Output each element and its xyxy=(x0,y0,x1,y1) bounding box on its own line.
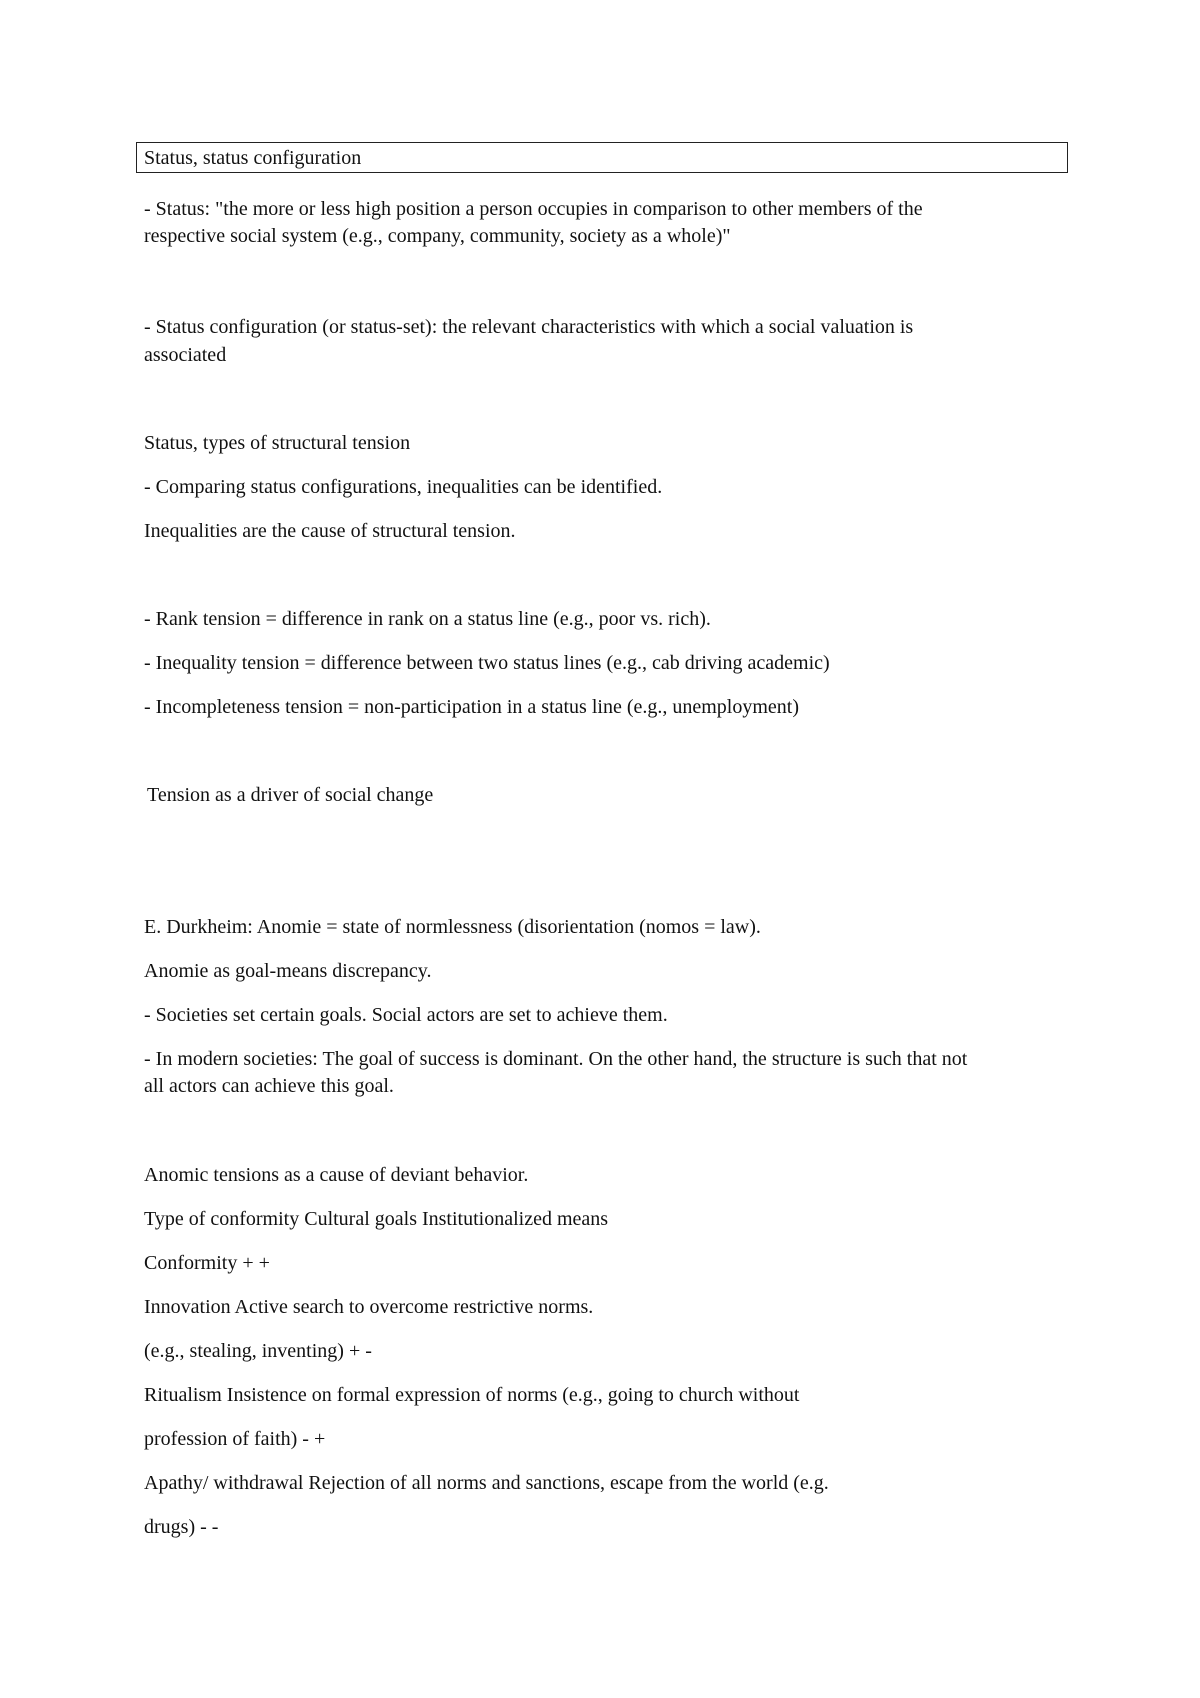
section-heading: Tension as a driver of social change xyxy=(147,784,434,806)
text-line: - Rank tension = difference in rank on a status line (e.g., poor vs. rich). xyxy=(144,608,711,630)
text-line: (e.g., stealing, inventing) + - xyxy=(144,1340,372,1362)
text-line: Apathy/ withdrawal Rejection of all norms and sanctions, escape from the world (e.g. xyxy=(144,1472,829,1494)
section-heading-box xyxy=(136,142,1068,173)
text-line: all actors can achieve this goal. xyxy=(144,1075,394,1097)
text-line: associated xyxy=(144,344,227,366)
text-line: Ritualism Insistence on formal expression of norms (e.g., going to church without xyxy=(144,1384,800,1406)
text-line: - In modern societies: The goal of success is dominant. On the other hand, the structure is such that not xyxy=(144,1048,968,1070)
text-line: Anomie as goal-means discrepancy. xyxy=(144,960,432,982)
text-line: - Comparing status configurations, inequalities can be identified. xyxy=(144,476,663,498)
text-line: - Societies set certain goals. Social actors are set to achieve them. xyxy=(144,1004,668,1026)
text-line: Type of conformity Cultural goals Institutionalized means xyxy=(144,1208,609,1230)
section-heading: Status, types of structural tension xyxy=(144,432,411,454)
text-line: - Inequality tension = difference between two status lines (e.g., cab driving academic) xyxy=(144,652,830,674)
text-line: - Incompleteness tension = non-participation in a status line (e.g., unemployment) xyxy=(144,696,800,718)
text-line: profession of faith) - + xyxy=(144,1428,326,1450)
text-line: - Status configuration (or status-set): the relevant characteristics with which a social valuation is xyxy=(144,316,914,338)
text-line: Inequalities are the cause of structural tension. xyxy=(144,520,516,542)
text-line: Conformity + + xyxy=(144,1252,270,1274)
text-line: Innovation Active search to overcome restrictive norms. xyxy=(144,1296,594,1318)
section-heading: Anomic tensions as a cause of deviant behavior. xyxy=(144,1164,529,1186)
text-line: - Status: "the more or less high position a person occupies in comparison to other members of the xyxy=(144,198,923,220)
text-line: respective social system (e.g., company, community, society as a whole)" xyxy=(144,225,731,247)
text-line: drugs) - - xyxy=(144,1516,219,1538)
section-heading: Status, status configuration xyxy=(144,147,362,169)
text-line: E. Durkheim: Anomie = state of normlessness (disorientation (nomos = law). xyxy=(144,916,761,938)
